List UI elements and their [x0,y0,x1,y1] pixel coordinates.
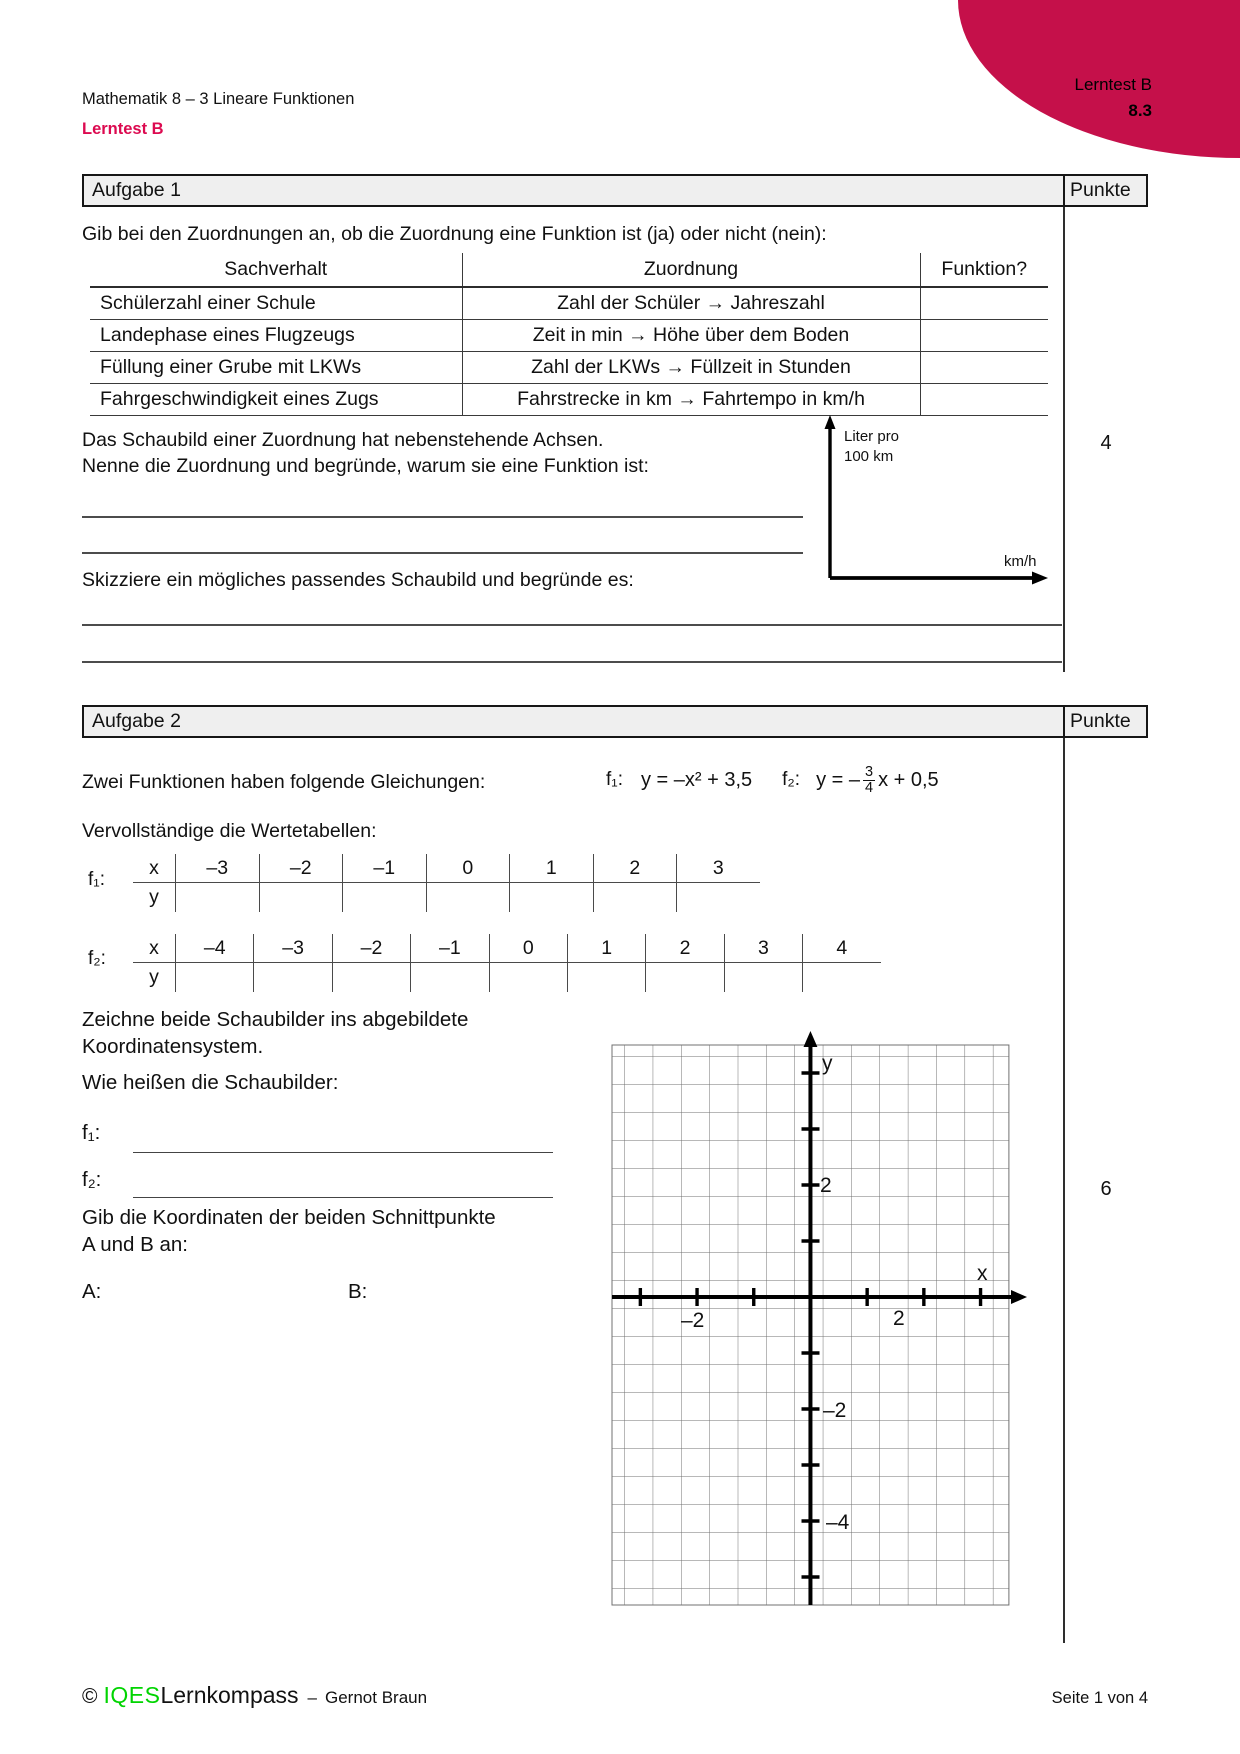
aufgabe1-title: Aufgabe 1 [92,179,181,201]
course-title: Mathematik 8 – 3 Lineare Funktionen [82,90,355,108]
cell-sachverhalt: Füllung einer Grube mit LKWs [90,351,462,383]
schnittpunkte-prompt-line1: Gib die Koordinaten der beiden Schnittpunkte [82,1206,496,1229]
vt2-y-answer-cell [175,963,253,992]
page-number: Seite 1 von 4 [1051,1689,1148,1707]
vt2-y-answer-cell [489,963,567,992]
vt2-y-header: y [149,966,159,988]
schnittpunkte-prompt [82,1205,496,1258]
answer-line [82,661,1062,663]
vt1-x-row [133,854,760,883]
cell-zuordnung: Zeit in min → Höhe über dem Boden [462,319,920,351]
f2-equation-post: x + 0,5 [878,768,939,791]
aufgabe1-points-value: 4 [1100,432,1112,454]
coordinate-grid [596,1028,1044,1618]
f1-name-label: f₁: [82,1121,101,1144]
vt1-x-value: 3 [676,854,760,883]
f1-name-answer-line [133,1152,553,1153]
vt2-x-value: –1 [410,934,488,963]
vt2-x-value: 4 [802,934,880,963]
grid-y-axis-label: y [822,1052,833,1075]
point-a-label: A: [82,1280,102,1303]
vt2-y-answer-cell [724,963,802,992]
aufgabe2-punkte-label: Punkte [1063,707,1146,736]
cell-sachverhalt: Schülerzahl einer Schule [90,287,462,319]
vt1-y-answer-cell [259,883,343,912]
vt2-y-answer-cell [253,963,331,992]
vt2-y-answer-cell [802,963,880,992]
value-table-f1 [133,854,760,912]
test-title: Lerntest B [82,120,164,138]
aufgabe1-punkte-divider [1063,207,1065,672]
grid-x-arrow-icon [1011,1290,1027,1304]
vt2-x-value: 2 [645,934,723,963]
grid-y-tick-label-neg2: –2 [823,1399,847,1422]
fraction-three-quarters [863,765,875,796]
vt1-x-value: 2 [593,854,677,883]
schaubild-prompt-line2: Nenne die Zuordnung und begründe, warum sie eine Funktion ist: [82,455,649,477]
vt2-x-value: –3 [253,934,331,963]
vt2-label: f₂: [88,948,106,969]
vt1-x-value: 0 [426,854,510,883]
footer-author: Gernot Braun [325,1688,428,1707]
footer-separator: – [307,1688,317,1707]
axis-sketch-y-arrow-icon [825,415,836,429]
vt1-x-value: –2 [259,854,343,883]
zeichne-prompt [82,1006,468,1060]
function-equations [606,756,939,804]
vt1-x-value: 1 [509,854,593,883]
aufgabe2-intro: Zwei Funktionen haben folgende Gleichungen: [82,771,486,793]
vt2-y-answer-cell [410,963,488,992]
doc-header [82,84,354,144]
table-row [90,319,1048,351]
vt1-x-value: –3 [175,854,259,883]
vt1-y-row [133,883,760,912]
vt2-x-value: 1 [567,934,645,963]
vt2-y-answer-cell [645,963,723,992]
table-row [90,383,1048,415]
grid-y-tick-label-pos2: 2 [820,1174,832,1197]
axis-sketch-y-label-2: 100 km [844,448,894,465]
table-header-row [90,253,1048,287]
cell-funktion-answer [920,319,1048,351]
f2-equation-label: f₂: [782,769,801,790]
vt1-y-answer-cell [426,883,510,912]
vt2-x-value: 0 [489,934,567,963]
zeichne-prompt-line1: Zeichne beide Schaubilder ins abgebildete [82,1008,469,1031]
aufgabe2-points-value: 6 [1100,1178,1112,1200]
vt1-y-answer-cell [509,883,593,912]
aufgabe1-punkte-label: Punkte [1063,176,1146,205]
corner-badge-text [1075,72,1153,124]
vt2-x-value: 3 [724,934,802,963]
vt1-y-answer-cell [676,883,760,912]
vt1-x-header: x [133,854,175,883]
wertetabellen-prompt: Vervollständige die Wertetabellen: [82,820,377,842]
f2-equation-pre: y = – [816,768,860,791]
footer-brand [82,1682,427,1709]
axis-sketch-x-arrow-icon [1032,572,1048,585]
schaubild-prompt [82,427,649,479]
vt1-label: f₁: [88,869,105,890]
vt1-y-answer-cell [175,883,259,912]
vt2-y-answer-cell [332,963,410,992]
vt2-x-header: x [133,934,175,963]
cell-zuordnung: Zahl der Schüler → Jahreszahl [462,287,920,319]
grid-x-tick-label-pos2: 2 [893,1307,905,1330]
vt1-y-header: y [149,886,159,908]
skizziere-prompt: Skizziere ein mögliches passendes Schaubild und begründe es: [82,569,634,591]
cell-sachverhalt: Landephase eines Flugzeugs [90,319,462,351]
fraction-numerator: 3 [865,763,874,780]
zuordnung-table [90,253,1048,416]
vt2-x-row [133,934,881,963]
grid-x-tick-label-neg2: –2 [681,1309,705,1332]
answer-line [82,624,1062,626]
point-b-label: B: [348,1280,368,1303]
brand-iqes: IQES [103,1682,161,1708]
f1-equation: y = –x² + 3,5 [640,768,753,791]
vt2-y-row [133,963,881,992]
axis-sketch-y-label-1: Liter pro [844,428,900,445]
cell-funktion-answer [920,383,1048,415]
vt2-y-answer-cell [567,963,645,992]
table-row [90,287,1048,319]
aufgabe2-title: Aufgabe 2 [92,710,181,732]
vt2-x-value: –4 [175,934,253,963]
zeichne-prompt-line2: Koordinatensystem. [82,1035,264,1058]
vt2-x-value: –2 [332,934,410,963]
cell-sachverhalt: Fahrgeschwindigkeit eines Zugs [90,383,462,415]
copyright-icon: © [82,1685,98,1708]
f1-equation-label: f₁: [606,769,623,790]
f2-name-answer-line [133,1197,553,1198]
grid-y-tick-label-neg4: –4 [826,1511,850,1534]
value-table-f2 [133,934,881,992]
vt1-y-answer-cell [593,883,677,912]
aufgabe1-intro: Gib bei den Zuordnungen an, ob die Zuordnung eine Funktion ist (ja) oder nicht (nein): [82,223,827,245]
brand-lernkompass: Lernkompass [160,1682,299,1708]
f2-equation [816,765,939,796]
grid-x-axis-label: x [977,1262,988,1285]
table-row [90,351,1048,383]
col-header-sachverhalt: Sachverhalt [90,253,462,287]
schaubild-prompt-line1: Das Schaubild einer Zuordnung hat nebenstehende Achsen. [82,429,604,451]
col-header-zuordnung: Zuordnung [462,253,920,287]
f2-name-label: f₂: [82,1168,102,1191]
cell-zuordnung: Zahl der LKWs → Füllzeit in Stunden [462,351,920,383]
aufgabe2-punkte-divider [1063,738,1065,1643]
axis-sketch-x-label: km/h [1004,553,1037,570]
corner-chapter-number: 8.3 [1128,101,1152,120]
aufgabe2-header-band [82,705,1148,738]
aufgabe1-header-band [82,174,1148,207]
fraction-denominator: 4 [865,779,874,796]
corner-test-name: Lerntest B [1074,75,1152,94]
axis-sketch [818,413,1056,587]
answer-line [82,516,803,518]
grid-y-arrow-icon [804,1031,818,1047]
col-header-funktion: Funktion? [920,253,1048,287]
cell-funktion-answer [920,351,1048,383]
cell-zuordnung: Fahrstrecke in km → Fahrtempo in km/h [462,383,920,415]
vt1-x-value: –1 [342,854,426,883]
schnittpunkte-prompt-line2: A und B an: [82,1232,189,1256]
cell-funktion-answer [920,287,1048,319]
answer-line [82,552,803,554]
vt1-y-answer-cell [342,883,426,912]
wie-heissen-prompt: Wie heißen die Schaubilder: [82,1071,339,1094]
